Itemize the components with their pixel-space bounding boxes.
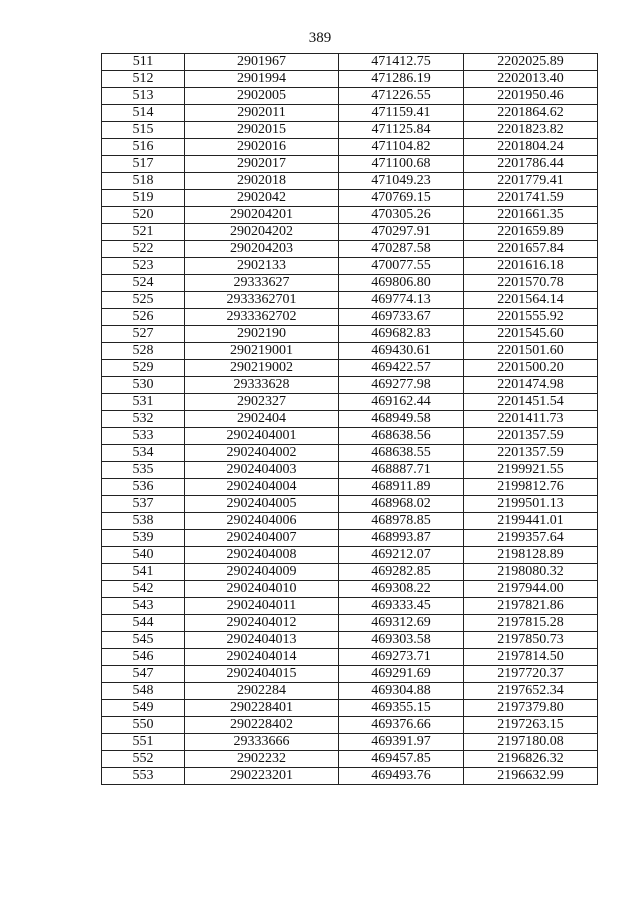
x-coordinate-cell: 471125.84 [339, 122, 464, 139]
x-coordinate-cell: 469308.22 [339, 581, 464, 598]
y-coordinate-cell: 2201616.18 [464, 258, 598, 275]
y-coordinate-cell: 2199441.01 [464, 513, 598, 530]
point-id-cell: 290223201 [185, 768, 339, 785]
table-row [102, 513, 598, 530]
x-coordinate-cell: 469291.69 [339, 666, 464, 683]
y-coordinate-cell: 2202013.40 [464, 71, 598, 88]
row-number-cell: 525 [102, 292, 185, 309]
x-coordinate-cell: 471226.55 [339, 88, 464, 105]
table-row [102, 326, 598, 343]
x-coordinate-cell: 468993.87 [339, 530, 464, 547]
table-row [102, 462, 598, 479]
point-id-cell: 290219002 [185, 360, 339, 377]
table-row [102, 360, 598, 377]
coordinates-table-body [102, 54, 598, 785]
y-coordinate-cell: 2201950.46 [464, 88, 598, 105]
table-row [102, 428, 598, 445]
row-number-cell: 511 [102, 54, 185, 71]
point-id-cell: 2902404002 [185, 445, 339, 462]
y-coordinate-cell: 2201864.62 [464, 105, 598, 122]
table-row [102, 122, 598, 139]
point-id-cell: 29333666 [185, 734, 339, 751]
x-coordinate-cell: 470769.15 [339, 190, 464, 207]
y-coordinate-cell: 2201661.35 [464, 207, 598, 224]
table-row [102, 224, 598, 241]
point-id-cell: 2902404004 [185, 479, 339, 496]
table-row [102, 581, 598, 598]
table-row [102, 156, 598, 173]
y-coordinate-cell: 2201451.54 [464, 394, 598, 411]
row-number-cell: 515 [102, 122, 185, 139]
x-coordinate-cell: 470077.55 [339, 258, 464, 275]
row-number-cell: 526 [102, 309, 185, 326]
x-coordinate-cell: 471104.82 [339, 139, 464, 156]
x-coordinate-cell: 471159.41 [339, 105, 464, 122]
x-coordinate-cell: 468978.85 [339, 513, 464, 530]
y-coordinate-cell: 2197944.00 [464, 581, 598, 598]
point-id-cell: 2902404012 [185, 615, 339, 632]
x-coordinate-cell: 469312.69 [339, 615, 464, 632]
table-row [102, 564, 598, 581]
x-coordinate-cell: 469333.45 [339, 598, 464, 615]
y-coordinate-cell: 2199921.55 [464, 462, 598, 479]
row-number-cell: 546 [102, 649, 185, 666]
table-row [102, 649, 598, 666]
y-coordinate-cell: 2197850.73 [464, 632, 598, 649]
y-coordinate-cell: 2201779.41 [464, 173, 598, 190]
row-number-cell: 553 [102, 768, 185, 785]
y-coordinate-cell: 2201357.59 [464, 445, 598, 462]
x-coordinate-cell: 469733.67 [339, 309, 464, 326]
point-id-cell: 2902404006 [185, 513, 339, 530]
x-coordinate-cell: 469376.66 [339, 717, 464, 734]
row-number-cell: 542 [102, 581, 185, 598]
point-id-cell: 2902133 [185, 258, 339, 275]
x-coordinate-cell: 469162.44 [339, 394, 464, 411]
table-row [102, 530, 598, 547]
table-row [102, 241, 598, 258]
y-coordinate-cell: 2201545.60 [464, 326, 598, 343]
row-number-cell: 541 [102, 564, 185, 581]
row-number-cell: 517 [102, 156, 185, 173]
table-row [102, 768, 598, 785]
table-row [102, 394, 598, 411]
x-coordinate-cell: 471286.19 [339, 71, 464, 88]
table-row [102, 309, 598, 326]
point-id-cell: 2902232 [185, 751, 339, 768]
y-coordinate-cell: 2201500.20 [464, 360, 598, 377]
table-row [102, 666, 598, 683]
point-id-cell: 29333628 [185, 377, 339, 394]
x-coordinate-cell: 468949.58 [339, 411, 464, 428]
y-coordinate-cell: 2199812.76 [464, 479, 598, 496]
x-coordinate-cell: 470305.26 [339, 207, 464, 224]
row-number-cell: 547 [102, 666, 185, 683]
x-coordinate-cell: 471049.23 [339, 173, 464, 190]
table-row [102, 615, 598, 632]
y-coordinate-cell: 2201741.59 [464, 190, 598, 207]
table-row [102, 173, 598, 190]
y-coordinate-cell: 2197263.15 [464, 717, 598, 734]
point-id-cell: 2902018 [185, 173, 339, 190]
row-number-cell: 548 [102, 683, 185, 700]
row-number-cell: 535 [102, 462, 185, 479]
point-id-cell: 2902404014 [185, 649, 339, 666]
x-coordinate-cell: 470287.58 [339, 241, 464, 258]
point-id-cell: 2902190 [185, 326, 339, 343]
point-id-cell: 2902005 [185, 88, 339, 105]
x-coordinate-cell: 468911.89 [339, 479, 464, 496]
table-row [102, 343, 598, 360]
y-coordinate-cell: 2196826.32 [464, 751, 598, 768]
y-coordinate-cell: 2201474.98 [464, 377, 598, 394]
y-coordinate-cell: 2201823.82 [464, 122, 598, 139]
row-number-cell: 537 [102, 496, 185, 513]
table-row [102, 547, 598, 564]
table-row [102, 88, 598, 105]
row-number-cell: 529 [102, 360, 185, 377]
point-id-cell: 2902327 [185, 394, 339, 411]
point-id-cell: 29333627 [185, 275, 339, 292]
row-number-cell: 549 [102, 700, 185, 717]
y-coordinate-cell: 2196632.99 [464, 768, 598, 785]
table-row [102, 598, 598, 615]
y-coordinate-cell: 2197815.28 [464, 615, 598, 632]
point-id-cell: 290204203 [185, 241, 339, 258]
table-row [102, 207, 598, 224]
table-row [102, 632, 598, 649]
table-row [102, 377, 598, 394]
x-coordinate-cell: 469774.13 [339, 292, 464, 309]
point-id-cell: 2902404007 [185, 530, 339, 547]
x-coordinate-cell: 469303.58 [339, 632, 464, 649]
row-number-cell: 527 [102, 326, 185, 343]
point-id-cell: 2901967 [185, 54, 339, 71]
point-id-cell: 2902404003 [185, 462, 339, 479]
x-coordinate-cell: 469457.85 [339, 751, 464, 768]
point-id-cell: 2902404 [185, 411, 339, 428]
x-coordinate-cell: 468968.02 [339, 496, 464, 513]
x-coordinate-cell: 468887.71 [339, 462, 464, 479]
row-number-cell: 550 [102, 717, 185, 734]
row-number-cell: 523 [102, 258, 185, 275]
point-id-cell: 2902042 [185, 190, 339, 207]
x-coordinate-cell: 469282.85 [339, 564, 464, 581]
x-coordinate-cell: 470297.91 [339, 224, 464, 241]
table-row [102, 54, 598, 71]
y-coordinate-cell: 2201555.92 [464, 309, 598, 326]
point-id-cell: 2902404005 [185, 496, 339, 513]
row-number-cell: 551 [102, 734, 185, 751]
point-id-cell: 2902016 [185, 139, 339, 156]
row-number-cell: 532 [102, 411, 185, 428]
y-coordinate-cell: 2197180.08 [464, 734, 598, 751]
x-coordinate-cell: 471100.68 [339, 156, 464, 173]
row-number-cell: 518 [102, 173, 185, 190]
row-number-cell: 531 [102, 394, 185, 411]
x-coordinate-cell: 468638.56 [339, 428, 464, 445]
y-coordinate-cell: 2201501.60 [464, 343, 598, 360]
table-row [102, 700, 598, 717]
y-coordinate-cell: 2201659.89 [464, 224, 598, 241]
table-row [102, 717, 598, 734]
point-id-cell: 2902404009 [185, 564, 339, 581]
point-id-cell: 2902404008 [185, 547, 339, 564]
point-id-cell: 290204202 [185, 224, 339, 241]
table-row [102, 751, 598, 768]
point-id-cell: 2902404013 [185, 632, 339, 649]
point-id-cell: 290228402 [185, 717, 339, 734]
point-id-cell: 2933362702 [185, 309, 339, 326]
row-number-cell: 533 [102, 428, 185, 445]
y-coordinate-cell: 2201804.24 [464, 139, 598, 156]
point-id-cell: 2933362701 [185, 292, 339, 309]
point-id-cell: 2902404011 [185, 598, 339, 615]
x-coordinate-cell: 469212.07 [339, 547, 464, 564]
x-coordinate-cell: 469304.88 [339, 683, 464, 700]
y-coordinate-cell: 2201570.78 [464, 275, 598, 292]
y-coordinate-cell: 2201564.14 [464, 292, 598, 309]
row-number-cell: 530 [102, 377, 185, 394]
table-row [102, 258, 598, 275]
row-number-cell: 544 [102, 615, 185, 632]
x-coordinate-cell: 469277.98 [339, 377, 464, 394]
row-number-cell: 536 [102, 479, 185, 496]
x-coordinate-cell: 469355.15 [339, 700, 464, 717]
point-id-cell: 2902011 [185, 105, 339, 122]
y-coordinate-cell: 2201411.73 [464, 411, 598, 428]
y-coordinate-cell: 2199357.64 [464, 530, 598, 547]
table-row [102, 445, 598, 462]
table-row [102, 479, 598, 496]
row-number-cell: 552 [102, 751, 185, 768]
table-row [102, 275, 598, 292]
y-coordinate-cell: 2199501.13 [464, 496, 598, 513]
x-coordinate-cell: 469493.76 [339, 768, 464, 785]
y-coordinate-cell: 2197821.86 [464, 598, 598, 615]
table-row [102, 734, 598, 751]
y-coordinate-cell: 2198080.32 [464, 564, 598, 581]
row-number-cell: 512 [102, 71, 185, 88]
row-number-cell: 524 [102, 275, 185, 292]
row-number-cell: 528 [102, 343, 185, 360]
row-number-cell: 514 [102, 105, 185, 122]
point-id-cell: 290228401 [185, 700, 339, 717]
row-number-cell: 520 [102, 207, 185, 224]
coordinates-table [101, 53, 598, 785]
x-coordinate-cell: 469430.61 [339, 343, 464, 360]
row-number-cell: 538 [102, 513, 185, 530]
table-row [102, 411, 598, 428]
table-row [102, 71, 598, 88]
table-row [102, 683, 598, 700]
x-coordinate-cell: 469422.57 [339, 360, 464, 377]
x-coordinate-cell: 469806.80 [339, 275, 464, 292]
y-coordinate-cell: 2197720.37 [464, 666, 598, 683]
table-row [102, 105, 598, 122]
y-coordinate-cell: 2201657.84 [464, 241, 598, 258]
row-number-cell: 516 [102, 139, 185, 156]
page-number: 389 [308, 30, 332, 46]
point-id-cell: 2902015 [185, 122, 339, 139]
y-coordinate-cell: 2202025.89 [464, 54, 598, 71]
row-number-cell: 543 [102, 598, 185, 615]
x-coordinate-cell: 468638.55 [339, 445, 464, 462]
row-number-cell: 534 [102, 445, 185, 462]
row-number-cell: 522 [102, 241, 185, 258]
row-number-cell: 513 [102, 88, 185, 105]
point-id-cell: 290204201 [185, 207, 339, 224]
y-coordinate-cell: 2201786.44 [464, 156, 598, 173]
y-coordinate-cell: 2197814.50 [464, 649, 598, 666]
x-coordinate-cell: 469273.71 [339, 649, 464, 666]
point-id-cell: 2902284 [185, 683, 339, 700]
point-id-cell: 2902404001 [185, 428, 339, 445]
table-row [102, 190, 598, 207]
y-coordinate-cell: 2197379.80 [464, 700, 598, 717]
row-number-cell: 540 [102, 547, 185, 564]
x-coordinate-cell: 471412.75 [339, 54, 464, 71]
y-coordinate-cell: 2201357.59 [464, 428, 598, 445]
point-id-cell: 2902404010 [185, 581, 339, 598]
table-row [102, 292, 598, 309]
point-id-cell: 290219001 [185, 343, 339, 360]
row-number-cell: 519 [102, 190, 185, 207]
point-id-cell: 2902404015 [185, 666, 339, 683]
point-id-cell: 2902017 [185, 156, 339, 173]
y-coordinate-cell: 2197652.34 [464, 683, 598, 700]
point-id-cell: 2901994 [185, 71, 339, 88]
x-coordinate-cell: 469391.97 [339, 734, 464, 751]
table-row [102, 139, 598, 156]
y-coordinate-cell: 2198128.89 [464, 547, 598, 564]
table-row [102, 496, 598, 513]
row-number-cell: 545 [102, 632, 185, 649]
row-number-cell: 521 [102, 224, 185, 241]
row-number-cell: 539 [102, 530, 185, 547]
x-coordinate-cell: 469682.83 [339, 326, 464, 343]
